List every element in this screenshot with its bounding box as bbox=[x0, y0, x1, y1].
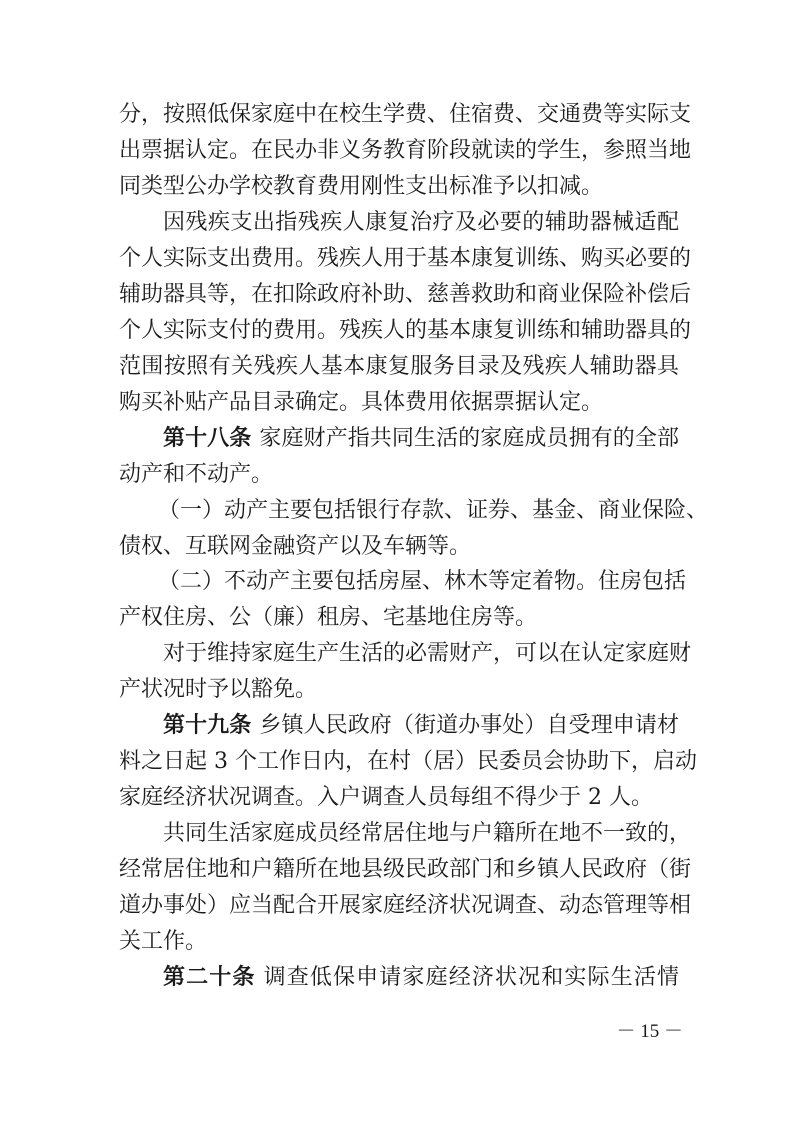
article-18-line bbox=[163, 421, 679, 457]
page-number: － 15 － bbox=[616, 1021, 683, 1042]
article-19-heading: 第十九条 bbox=[163, 713, 252, 738]
article-20-heading: 第二十条 bbox=[163, 965, 256, 990]
text-line: 产权住房、公（廉）租房、宅基地住房等。 bbox=[119, 605, 538, 630]
text-line: 经常居住地和户籍所在地县级民政部门和乡镇人民政府（街 bbox=[119, 857, 692, 882]
text-line: 辅助器具等，在扣除政府补助、慈善救助和商业保险补偿后 bbox=[119, 282, 692, 307]
text-line: 债权、互联网金融资产以及车辆等。 bbox=[119, 534, 472, 559]
text-line: 出票据认定。在民办非义务教育阶段就读的学生，参照当地 bbox=[119, 138, 692, 163]
text-line: 产状况时予以豁免。 bbox=[119, 677, 318, 702]
article-20-line bbox=[163, 960, 679, 996]
text-line: 共同生活家庭成员经常居住地与户籍所在地不一致的， bbox=[163, 821, 692, 846]
article-18-text: 家庭财产指共同生活的家庭成员拥有的全部 bbox=[259, 426, 679, 451]
text-line: 因残疾支出指残疾人康复治疗及必要的辅助器械适配 bbox=[163, 210, 679, 235]
text-line: （二）不动产主要包括房屋、林木等定着物。住房包括 bbox=[158, 569, 687, 594]
article-18-heading: 第十八条 bbox=[163, 426, 252, 451]
text-line: 关工作。 bbox=[119, 929, 208, 954]
text-line: 动产和不动产。 bbox=[119, 462, 274, 487]
article-19-text: 乡镇人民政府（街道办事处）自受理申请材 bbox=[259, 713, 679, 738]
text-line: 购买补贴产品目录确定。具体费用依据票据认定。 bbox=[119, 390, 604, 415]
text-line: 范围按照有关残疾人基本康复服务目录及残疾人辅助器具 bbox=[119, 354, 679, 379]
text-line: （一）动产主要包括银行存款、证券、基金、商业保险、 bbox=[158, 498, 709, 523]
text-line: 家庭经济状况调查。入户调查人员每组不得少于 2 人。 bbox=[119, 785, 653, 810]
text-line: 道办事处）应当配合开展家庭经济状况调查、动态管理等相 bbox=[119, 893, 692, 918]
text-line: 同类型公办学校教育费用刚性支出标准予以扣减。 bbox=[119, 174, 604, 199]
text-line: 料之日起 3 个工作日内，在村（居）民委员会协助下，启动 bbox=[119, 749, 697, 774]
article-19-line bbox=[163, 708, 679, 744]
article-20-text: 调查低保申请家庭经济状况和实际生活情 bbox=[263, 965, 679, 990]
text-line: 个人实际支出费用。残疾人用于基本康复训练、购买必要的 bbox=[119, 246, 692, 271]
text-line: 个人实际支付的费用。残疾人的基本康复训练和辅助器具的 bbox=[119, 318, 692, 343]
text-line: 对于维持家庭生产生活的必需财产，可以在认定家庭财 bbox=[163, 641, 692, 666]
text-line: 分，按照低保家庭中在校生学费、住宿费、交通费等实际支 bbox=[119, 102, 692, 127]
